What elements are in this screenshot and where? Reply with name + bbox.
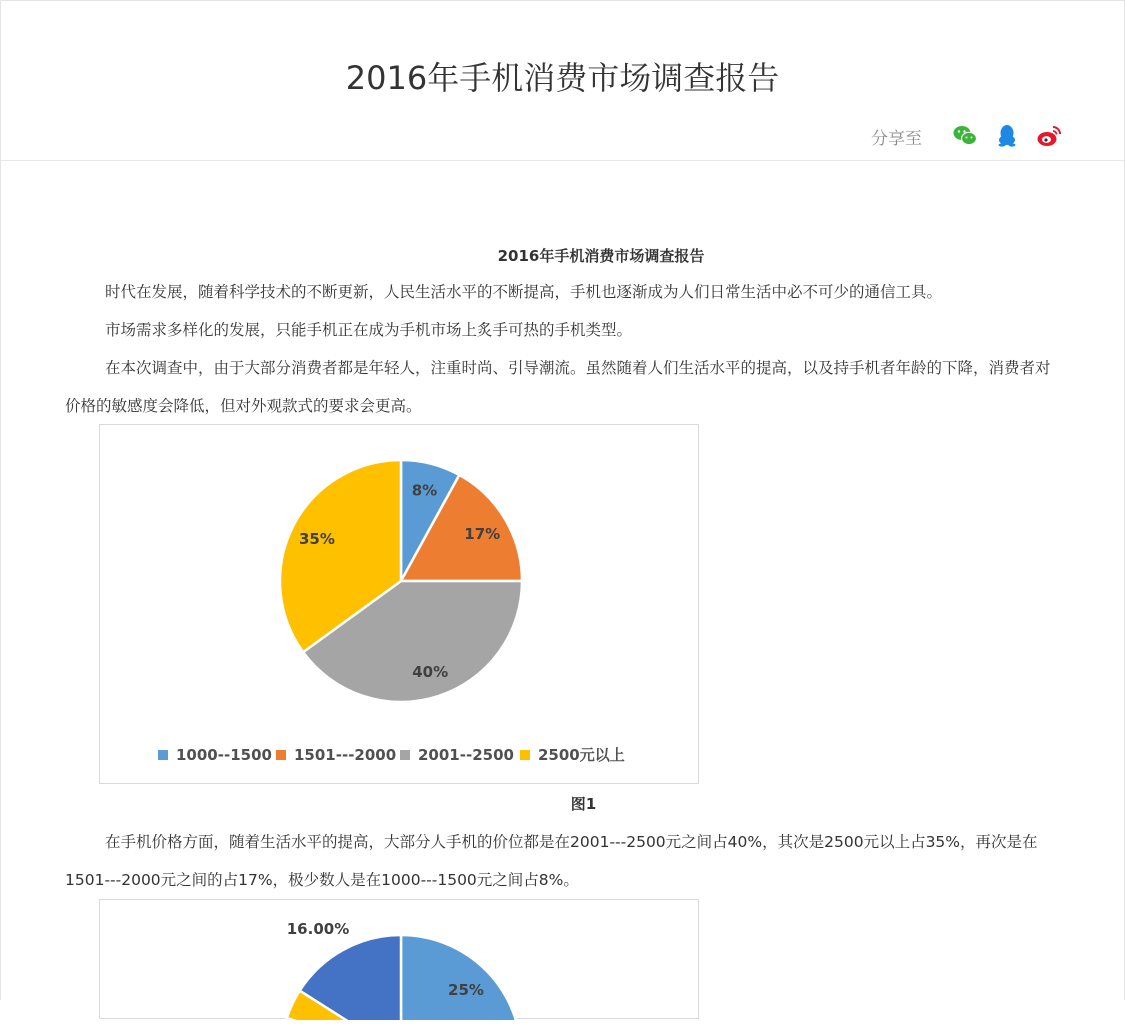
legend-label: 1000--1500 [176,746,272,764]
slice-label: 25% [448,981,484,999]
slice-label: 35% [298,530,335,549]
paragraph-1: 时代在发展，随着科学技术的不断更新，人民生活水平的不断提高，手机也逐渐成为人们日常生活中必不可少的通信工具。 [105,283,943,301]
paragraph-4: 在手机价格方面，随着生活水平的提高，大部分人手机的价位都是在2001---2500元之间占40%，其次是2500元以上占35%，再次是在1501---2000元之间的占17%，极少数人是在1000---1500元之间占8%。 [65,833,1038,889]
slice-label: 16.00% [286,920,350,938]
wechat-icon[interactable] [952,123,978,149]
weibo-icon[interactable] [1036,123,1062,149]
slice-label: 40% [412,662,449,681]
legend-label: 2500元以上 [538,746,625,764]
slice-label: 8% [411,481,438,500]
legend-label: 1501---2000 [294,746,397,764]
pie-chart-2 [100,900,698,1020]
legend-label: 2001--2500 [418,746,514,764]
share-bar [871,123,1062,149]
chart-2-container [99,899,699,1019]
pie-chart-1 [100,425,698,783]
legend-swatch [400,750,410,760]
legend-swatch [276,750,286,760]
paragraph-2: 市场需求多样化的发展，只能手机正在成为手机市场上炙手可热的手机类型。 [105,321,633,339]
slice-label: 17% [464,524,501,543]
share-label: 分享至 [871,128,922,149]
paragraph-3: 在本次调查中，由于大部分消费者都是年轻人，注重时尚、引导潮流。虽然随着人们生活水平的提高，以及持手机者年龄的下降，消费者对价格的敏感度会降低，但对外观款式的要求会更高。 [65,359,1051,415]
header [1,1,1124,161]
article-title: 2016年手机消费市场调查报告 [497,247,705,265]
legend-swatch [158,750,168,760]
chart-1-container [99,424,699,784]
figure-1-caption: 图1 [570,795,597,813]
page-title: 2016年手机消费市场调查报告 [345,59,780,97]
legend-swatch [520,750,530,760]
qq-icon[interactable] [994,123,1020,149]
pie-slice [401,935,521,1020]
